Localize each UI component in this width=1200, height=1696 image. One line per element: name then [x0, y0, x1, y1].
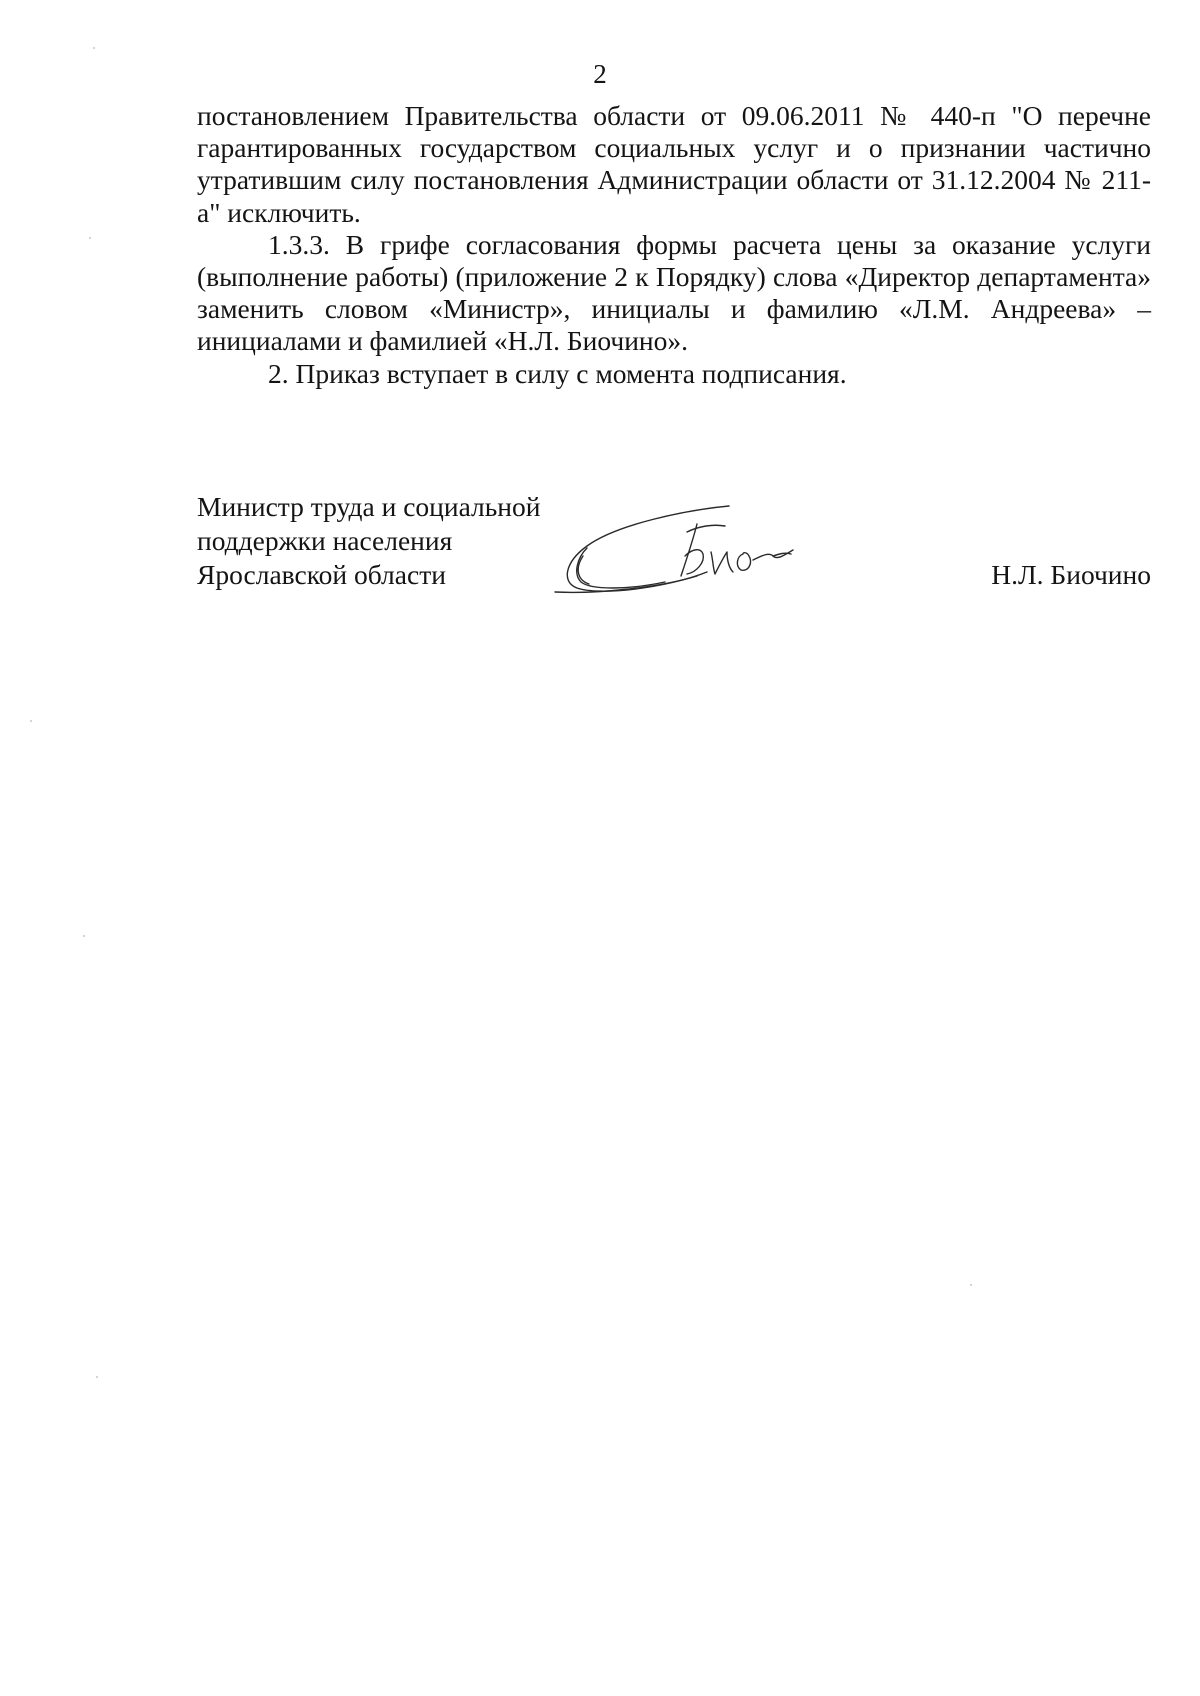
scan-speck	[30, 720, 32, 722]
scan-speck	[89, 237, 91, 239]
handwritten-signature	[547, 496, 807, 606]
position-line-1: Министр труда и социальной	[197, 491, 541, 522]
document-body	[197, 100, 1151, 390]
signer-position	[197, 490, 541, 592]
position-line-3: Ярославской области	[197, 559, 446, 590]
page-number: 2	[593, 59, 607, 89]
scan-speck	[970, 1284, 972, 1286]
signature-block	[197, 490, 1151, 610]
paragraph-item-2: 2. Приказ вступает в силу с момента подписания.	[268, 357, 847, 389]
paragraph-item-1-3-3: 1.3.3. В грифе согласования формы расчета цены за оказание услуги (выполнение работы) (приложение 2 к Порядку) слова «Директор департамента» заменить словом «Министр», инициалы и фамилию «Л.М. Андреева» – инициалами и фамилией «Н.Л. Биочино».	[197, 228, 1151, 357]
scan-speck	[96, 1376, 98, 1378]
scan-speck	[83, 935, 85, 937]
position-line-2: поддержки населения	[197, 525, 453, 556]
scan-speck	[93, 47, 95, 49]
paragraph-continuation: постановлением Правительства области от 09.06.2011 № 440-п "О перечне гарантированных государством социальных услуг и о признании частично утратившим силу постановления Администрации области от 31.12.2004 № 211-а" исключить.	[197, 100, 1151, 228]
signer-name: Н.Л. Биочино	[991, 559, 1151, 590]
